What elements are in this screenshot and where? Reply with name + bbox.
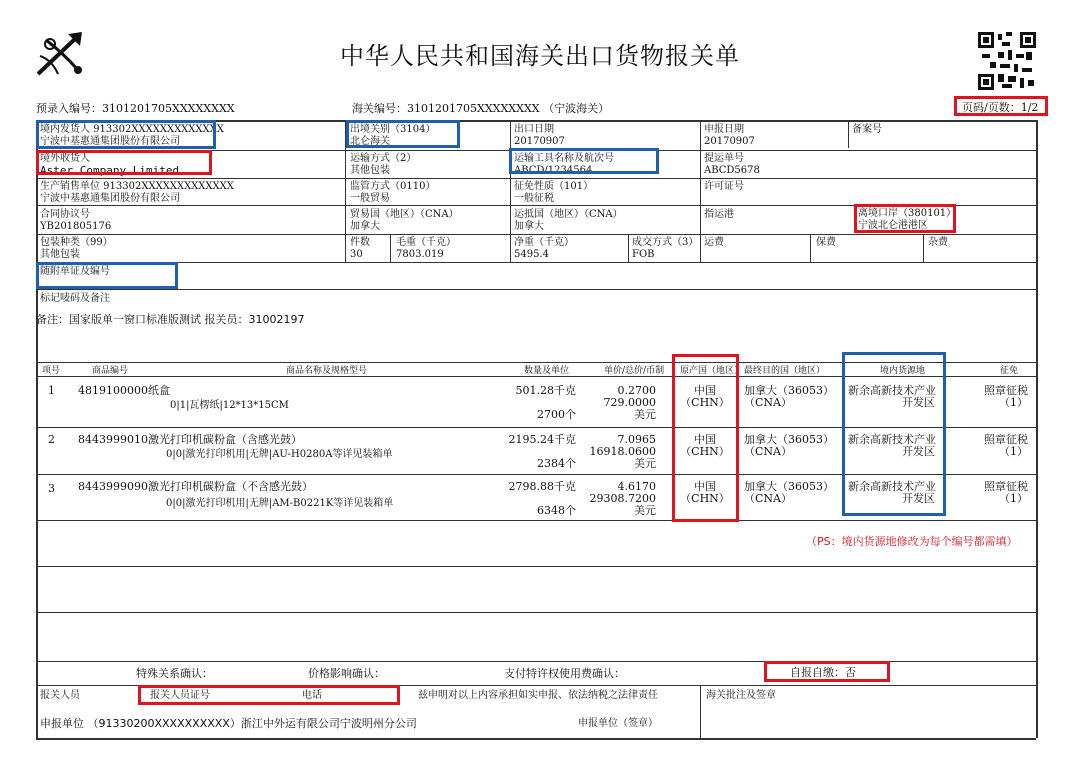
row-tax: 照章征税 (984, 433, 1028, 446)
misc-fee-label: 杂费 (928, 237, 948, 248)
supervision-label: 监管方式（0110） (350, 181, 436, 192)
row-total-price: 729.0000 (603, 396, 656, 409)
row-total-price: 16918.0600 (589, 445, 656, 458)
attached-docs-label: 随附单证及编号 (40, 266, 110, 277)
deal-mode-label: 成交方式（3） (632, 237, 699, 248)
contract-label: 合同协议号 (40, 209, 90, 220)
row-source: 新余高新技术产业 (848, 480, 936, 493)
pre-entry-number: 预录入编号：3101201705XXXXXXXX (36, 102, 235, 115)
declaring-unit-seal: 申报单位（签章） (578, 718, 658, 729)
declare-date-label: 申报日期 (704, 124, 744, 135)
net-weight-value: 5495.4 (514, 249, 549, 260)
destination-country-label: 运抵国（地区）（CNA） (514, 209, 623, 220)
self-report: 自报自缴：否 (790, 666, 856, 679)
row-destination-code: （CNA） (744, 396, 792, 409)
row-destination: 加拿大（36053） (744, 480, 834, 493)
row-tax-code: （1） (999, 396, 1028, 409)
row-unit-price: 4.6170 (617, 480, 656, 493)
consignor-label: 境内发货人 913302XXXXXXXXXXXXX (40, 124, 224, 135)
row-qty-kg: 2195.24千克 (508, 433, 576, 446)
row-destination: 加拿大（36053） (744, 384, 834, 397)
row-currency: 美元 (634, 504, 656, 517)
customs-number: 海关编号：3101201705XXXXXXXX （宁波海关） (352, 102, 610, 115)
col-price: 单价/总价/币制 (604, 366, 665, 376)
highlight-consignor (36, 120, 216, 149)
col-tax: 征免 (1000, 366, 1019, 376)
highlight-consignee (36, 150, 212, 175)
exit-customs-value: 北仑海关 (350, 136, 390, 147)
net-weight-label: 净重（千克） (514, 237, 574, 248)
supervision-value: 一般贸易 (350, 193, 390, 204)
vessel-label: 运输工具名称及航次号 (514, 153, 614, 164)
row-destination-code: （CNA） (744, 445, 792, 458)
row-origin: 中国 (694, 433, 716, 446)
remark: 备注：国家版单一窗口标准版测试 报关员：31002197 (36, 313, 305, 326)
departure-port-value: 宁波北仑港港区 (858, 220, 928, 231)
page-count: 页码/页数：1/2 (962, 101, 1039, 114)
trade-country-label: 贸易国（地区）（CNA） (350, 209, 459, 220)
bill-of-lading-value: ABCD5678 (704, 165, 760, 176)
col-destination: 最终目的国（地区） (744, 366, 826, 376)
row-destination-code: （CNA） (744, 492, 792, 505)
transport-mode-value: 其他包装 (350, 165, 390, 176)
port-label: 指运港 (704, 209, 734, 220)
row-no: 1 (48, 384, 55, 397)
row-spec: 0|1|瓦楞纸|12*13*15CM (170, 400, 289, 411)
consignor-value: 宁波中基惠通集团股份有限公司 (40, 136, 180, 147)
highlight-domestic-source-column (842, 352, 946, 516)
levy-value: 一般征税 (514, 193, 554, 204)
pieces-label: 件数 (350, 237, 370, 248)
consignee-label: 境外收货人 (40, 153, 90, 164)
declarant-cert-label: 报关人员证号 (150, 690, 210, 701)
special-relation-confirm: 特殊关系确认： (136, 667, 213, 680)
row-qty-pcs: 2700个 (537, 408, 576, 421)
row-qty-pcs: 6348个 (537, 504, 576, 517)
license-label: 许可证号 (704, 181, 744, 192)
record-no-label: 备案号 (852, 124, 882, 135)
row-total-price: 29308.7200 (589, 492, 656, 505)
col-description: 商品名称及规格型号 (286, 366, 368, 376)
phone-label: 电话 (302, 690, 322, 701)
row-code: 8443999010激光打印机碳粉盒（含感光鼓） (78, 433, 302, 446)
ps-note: （PS：境内货源地修改为每个编号都需填） (806, 535, 1018, 548)
highlight-self-report (764, 661, 890, 682)
legal-statement: 兹申明对以上内容承担如实申报、依法纳税之法律责任 (418, 690, 658, 701)
row-spec: 0|0|激光打印机用|无牌|AM-B0221K等详见装箱单 (166, 498, 394, 509)
destination-country-value: 加拿大 (514, 221, 544, 232)
consignee-value: Aster Company Limited (40, 164, 180, 177)
row-currency: 美元 (634, 408, 656, 421)
declaring-unit: 申报单位 （91330200XXXXXXXXXX）浙江中外运有限公司宁波明州分公司 (40, 717, 417, 730)
row-origin-code: （CHN） (680, 396, 730, 409)
export-date-label: 出口日期 (514, 124, 554, 135)
trade-country-value: 加拿大 (350, 221, 380, 232)
row-origin-code: （CHN） (680, 445, 730, 458)
vessel-value: ABCD/1234564 (514, 165, 593, 176)
gross-weight-value: 7803.019 (396, 249, 444, 260)
highlight-departure-port (854, 204, 956, 233)
row-origin: 中国 (694, 384, 716, 397)
exit-customs-label: 出境关别（3104） (350, 124, 436, 135)
col-item-no: 项号 (42, 366, 61, 376)
row-code: 8443999090激光打印机碳粉盒（不含感光鼓） (78, 480, 313, 493)
pieces-value: 30 (350, 249, 363, 260)
row-origin: 中国 (694, 480, 716, 493)
freight-label: 运费 (704, 237, 724, 248)
highlight-declarant-cert (138, 685, 400, 705)
producer-label: 生产销售单位 913302XXXXXXXXXXXXX (40, 181, 234, 192)
row-qty-pcs: 2384个 (537, 457, 576, 470)
row-origin-code: （CHN） (680, 492, 730, 505)
customs-approval-label: 海关批注及签章 (706, 690, 776, 701)
declarant-label: 报关人员 (40, 690, 80, 701)
row-source-2: 开发区 (902, 492, 935, 505)
row-no: 3 (48, 482, 55, 495)
row-destination: 加拿大（36053） (744, 433, 834, 446)
deal-mode-value: FOB (632, 249, 655, 260)
levy-label: 征免性质（101） (514, 181, 594, 192)
col-quantity: 数量及单位 (524, 366, 570, 376)
bill-of-lading-label: 提运单号 (704, 153, 744, 164)
declare-date-value: 20170907 (704, 136, 755, 147)
row-source-2: 开发区 (902, 445, 935, 458)
document-title: 中华人民共和国海关出口货物报关单 (340, 42, 740, 70)
row-qty-kg: 501.28千克 (515, 384, 576, 397)
row-source-2: 开发区 (902, 396, 935, 409)
package-type-label: 包装种类（99） (40, 237, 113, 248)
highlight-page-count (954, 96, 1048, 116)
row-source: 新余高新技术产业 (848, 384, 936, 397)
row-tax-code: （1） (999, 492, 1028, 505)
row-code: 4819100000纸盒 (78, 384, 170, 397)
qr-code-icon (978, 32, 1036, 90)
row-currency: 美元 (634, 457, 656, 470)
row-unit-price: 0.2700 (617, 384, 656, 397)
row-no: 2 (48, 433, 55, 446)
insurance-label: 保费 (816, 237, 836, 248)
col-domestic-source: 境内货源地 (880, 366, 926, 376)
row-tax-code: （1） (999, 445, 1028, 458)
row-spec: 0|0|激光打印机用|无牌|AU-H0280A等详见装箱单 (166, 449, 393, 460)
row-qty-kg: 2798.88千克 (508, 480, 576, 493)
export-date-value: 20170907 (514, 136, 565, 147)
departure-port-label: 离境口岸（380101） (858, 208, 957, 219)
gross-weight-label: 毛重（千克） (396, 237, 456, 248)
price-impact-confirm: 价格影响确认： (308, 667, 385, 680)
marks-label: 标记唛码及备注 (40, 293, 110, 304)
col-hs-code: 商品编号 (92, 366, 129, 376)
row-tax: 照章征税 (984, 480, 1028, 493)
highlight-vessel (509, 148, 659, 174)
highlight-attached-docs (36, 262, 178, 289)
row-tax: 照章征税 (984, 384, 1028, 397)
col-origin: 原产国（地区） (680, 366, 744, 376)
highlight-origin-column (672, 354, 739, 522)
row-source: 新余高新技术产业 (848, 433, 936, 446)
transport-mode-label: 运输方式（2） (350, 153, 417, 164)
package-type-value: 其他包装 (40, 249, 80, 260)
producer-value: 宁波中基惠通集团股份有限公司 (40, 193, 180, 204)
contract-value: YB201805176 (40, 221, 112, 232)
row-unit-price: 7.0965 (617, 433, 656, 446)
royalty-confirm: 支付特许权使用费确认： (504, 667, 625, 680)
highlight-exit-customs (346, 120, 460, 148)
